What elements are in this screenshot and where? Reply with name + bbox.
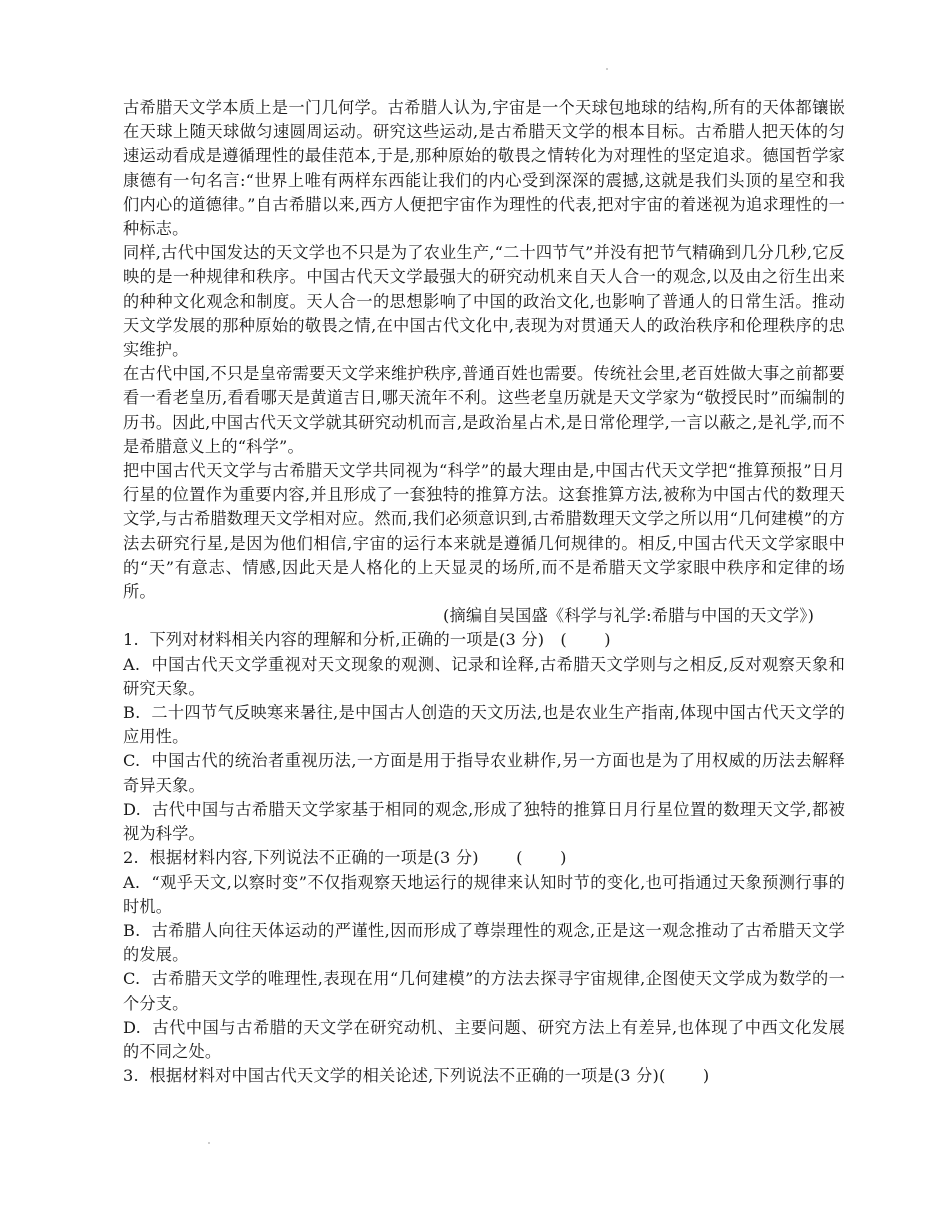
- question-1-option-a: A. 中国古代天文学重视对天文现象的观测、记录和诠释,古希腊天文学则与之相反,反对观察天象和研究天象。: [123, 654, 845, 698]
- question-1-option-d: D. 古代中国与古希腊天文学家基于相同的观念,形成了独特的推算日月行星位置的数理天文学,都被视为科学。: [123, 799, 845, 844]
- scan-speck-top: [606, 68, 608, 70]
- question-1-stem: 1. 下列对材料相关内容的理解和分析,正确的一项是(3 分) ( ): [123, 630, 611, 650]
- scan-speck-bottom: [208, 1142, 210, 1144]
- passage-paragraph-1: 古希腊天文学本质上是一门几何学。古希腊人认为,宇宙是一个天球包地球的结构,所有的天体都镶嵌在天球上随天球做匀速圆周运动。研究这些运动,是古希腊天文学的根本目标。古希腊人把天体的匀速运动看成是遵循理性的最佳范本,于是,那种原始的敬畏之情转化为对理性的坚定追求。德国哲学家康德有一句名言:“世界上唯有两样东西能让我们的内心受到深深的震撼,这就是我们头顶的星空和我们内心的道德律。”自古希腊以来,西方人便把宇宙作为理性的代表,把对宇宙的着迷视为追求理性的一种标志。: [123, 98, 845, 239]
- question-1: [123, 628, 845, 846]
- passage: [123, 96, 845, 604]
- source-citation: (摘编自吴国盛《科学与礼学:希腊与中国的天文学》): [443, 606, 815, 626]
- document-page: [123, 96, 845, 1088]
- question-3: [123, 1064, 845, 1088]
- question-2: [123, 846, 845, 1064]
- question-2-stem: 2. 根据材料内容,下列说法不正确的一项是(3 分) ( ): [123, 848, 567, 868]
- question-2-option-d: D. 古代中国与古希腊的天文学在研究动机、主要问题、研究方法上有差异,也体现了中西文化发展的不同之处。: [123, 1017, 845, 1061]
- question-2-option-c: C. 古希腊天文学的唯理性,表现在用“几何建模”的方法去探寻宇宙规律,企图使天文学成为数学的一个分支。: [123, 969, 845, 1013]
- question-1-option-b: B. 二十四节气反映寒来暑往,是中国古人创造的天文历法,也是农业生产指南,体现中国古代天文学的应用性。: [123, 703, 845, 747]
- question-3-stem: 3. 根据材料对中国古代天文学的相关论述,下列说法不正确的一项是(3 分)( ): [123, 1066, 710, 1086]
- question-2-option-b: B. 古希腊人向往天体运动的严谨性,因而形成了尊崇理性的观念,正是这一观念推动了古希腊天文学的发展。: [123, 920, 845, 965]
- question-2-option-a: A. “观乎天文,以察时变”不仅指观察天地运行的规律来认知时节的变化,也可指通过天象预测行事的时机。: [123, 872, 845, 916]
- passage-paragraph-2: 同样,古代中国发达的天文学也不只是为了农业生产,“二十四节气”并没有把节气精确到几分几秒,它反映的是一种规律和秩序。中国古代天文学最强大的研究动机来自天人合一的观念,以及由之衍生出来的种种文化观念和制度。天人合一的思想影响了中国的政治文化,也影响了普通人的日常生活。推动天文学发展的那种原始的敬畏之情,在中国古代文化中,表现为对贯通天人的政治秩序和伦理秩序的忠实维护。: [123, 243, 845, 360]
- question-1-option-c: C. 中国古代的统治者重视历法,一方面是用于指导农业耕作,另一方面也是为了用权威的历法去解释奇异天象。: [123, 751, 845, 795]
- passage-paragraph-3: 在古代中国,不只是皇帝需要天文学来维护秩序,普通百姓也需要。传统社会里,老百姓做大事之前都要看一看老皇历,看看哪天是黄道吉日,哪天流年不利。这些老皇历就是天文学家为“敬授民时”而编制的历书。因此,中国古代天文学就其研究动机而言,是政治星占术,是日常伦理学,一言以蔽之,是礼学,而不是希腊意义上的“科学”。: [123, 364, 845, 456]
- passage-paragraph-4: 把中国古代天文学与古希腊天文学共同视为“科学”的最大理由是,中国古代天文学把“推算预报”日月行星的位置作为重要内容,并且形成了一套独特的推算方法。这套推算方法,被称为中国古代的数理天文学,与古希腊数理天文学相对应。然而,我们必须意识到,古希腊数理天文学之所以用“几何建模”的方法去研究行星,是因为他们相信,宇宙的运行本来就是遵循几何规律的。相反,中国古代天文学家眼中的“天”有意志、情感,因此天是人格化的上天显灵的场所,而不是希腊天文学家眼中秩序和定律的场所。: [123, 461, 845, 602]
